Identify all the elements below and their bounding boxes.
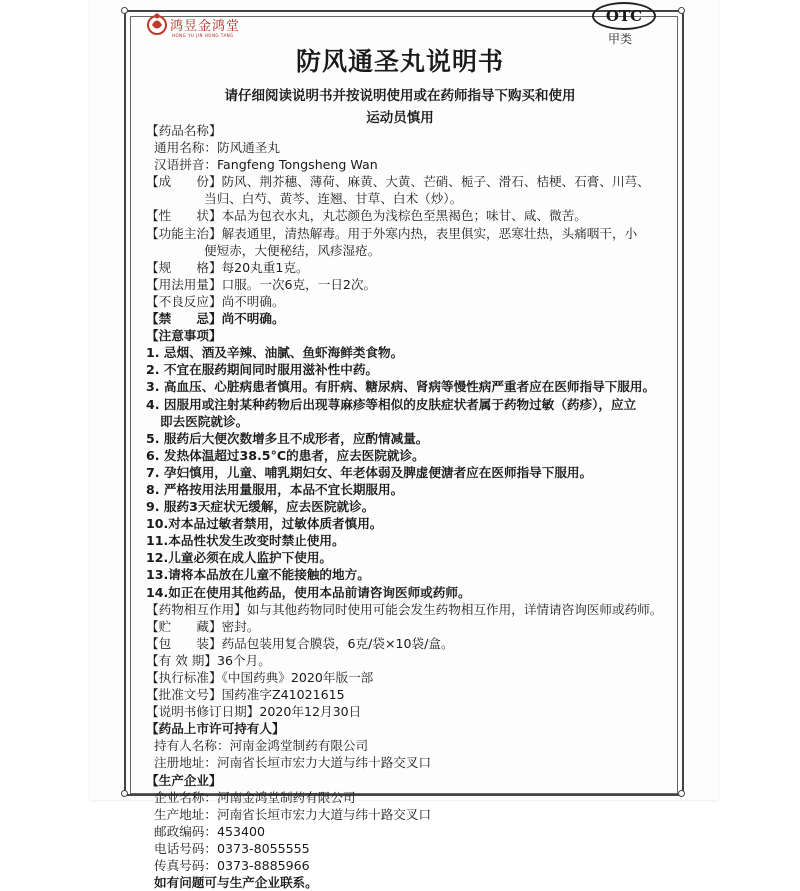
precaution-item: 13.请将本品放在儿童不能接触的地方。 — [146, 567, 370, 583]
character-row — [146, 207, 674, 224]
ingredients-row — [146, 173, 674, 190]
function-cont: 便短赤，大便秘结，风疹湿疮。 — [204, 242, 381, 258]
field-value: 尚不明确。 — [221, 293, 285, 309]
holder-address: 注册地址：河南省长垣市宏力大道与纬十路交叉口 — [154, 755, 432, 771]
fax-number: 传真号码：0373-8885966 — [154, 858, 310, 874]
usage-warning: 请仔细阅读说明书并按说明使用或在药师指导下购买和使用 — [224, 88, 576, 104]
instructions-body — [146, 122, 674, 891]
field-label: 【不良反应】 — [146, 293, 222, 309]
field-value: 如与其他药物同时使用可能会发生药物相互作用，详情请咨询医师或药师。 — [246, 601, 663, 617]
common-name: 通用名称：防风通圣丸 — [154, 140, 280, 156]
production-address: 生产地址：河南省长垣市宏力大道与纬十路交叉口 — [154, 806, 432, 822]
field-label: 【药物相互作用】 — [146, 601, 247, 617]
adverse-row — [146, 293, 674, 310]
precaution-item: 6. 发热体温超过38.5°C的患者，应去医院就诊。 — [146, 447, 425, 463]
field-label: 【禁 忌】 — [146, 311, 222, 327]
precaution-item: 1. 忌烟、酒及辛辣、油腻、鱼虾海鲜类食物。 — [146, 345, 404, 361]
field-value: 国药准字Z41021615 — [221, 687, 345, 703]
interaction-row — [146, 601, 674, 618]
precaution-item: 即去医院就诊。 — [160, 413, 249, 429]
revision-row — [146, 703, 674, 720]
field-value: 36个月。 — [216, 652, 271, 668]
phone-number: 电话号码：0373-8055555 — [154, 840, 310, 856]
field-value: 密封。 — [221, 618, 260, 634]
field-value: 尚不明确。 — [221, 311, 285, 327]
corner-ornament — [121, 7, 128, 14]
postal-code: 邮政编码：453400 — [154, 823, 266, 839]
storage-row — [146, 618, 674, 635]
field-value: 药品包装用复合膜袋，6克/袋×10袋/盒。 — [221, 635, 454, 651]
precaution-item: 2. 不宜在服药期间同时服用滋补性中药。 — [146, 362, 379, 378]
section-header: 【注意事项】 — [146, 328, 222, 344]
precaution-item: 7. 孕妇慎用，儿童、哺乳期妇女、年老体弱及脾虚便溏者应在医师指导下服用。 — [146, 464, 593, 480]
holder-name: 持有人名称：河南金鸿堂制药有限公司 — [154, 738, 369, 754]
precaution-item: 4. 因服用或注射某种药物后出现荨麻疹等相似的皮肤症状者属于药物过敏（药疹），应立 — [146, 396, 637, 412]
precaution-item: 14.如正在使用其他药品，使用本品前请咨询医师或药师。 — [146, 584, 471, 600]
validity-row — [146, 652, 674, 669]
field-label: 【成 份】 — [146, 174, 222, 190]
otc-category: 甲类 — [608, 32, 633, 46]
function-row — [146, 225, 674, 242]
corner-ornament — [121, 790, 128, 797]
approval-row — [146, 686, 674, 703]
otc-badge: OTC — [592, 2, 656, 30]
field-label: 【执行标准】 — [146, 670, 222, 685]
standard-row — [146, 669, 674, 686]
spec-row — [146, 259, 674, 276]
section-header: 【生产企业】 — [146, 772, 222, 788]
field-value: 2020年12月30日 — [259, 704, 362, 720]
field-value: 解表通里，清热解毒。用于外寒内热，表里俱实，恶寒壮热，头痛咽干，小 — [221, 225, 638, 241]
field-label: 【性 状】 — [146, 208, 222, 224]
athlete-warning: 运动员慎用 — [366, 110, 434, 126]
field-label: 【批准文号】 — [146, 687, 222, 703]
package-row — [146, 635, 674, 652]
ingredients-cont: 当归、白芍、黄芩、连翘、甘草、白术（炒）。 — [204, 191, 463, 207]
field-label: 【说明书修订日期】 — [146, 704, 260, 720]
field-label: 【贮 藏】 — [146, 618, 222, 634]
brand-subtext: HONG YU JIN HONG TANG — [172, 33, 234, 38]
precaution-item: 8. 严格按用法用量服用，本品不宜长期服用。 — [146, 481, 404, 497]
field-label: 【包 装】 — [146, 635, 222, 651]
contact-note: 如有问题可与生产企业联系。 — [154, 875, 318, 891]
precaution-item: 12.儿童必须在成人监护下使用。 — [146, 550, 333, 566]
brand-emblem-icon — [146, 12, 168, 36]
pinyin-name: 汉语拼音：Fangfeng Tongsheng Wan — [154, 157, 378, 173]
brand-name: 鸿昱金鸿堂 — [170, 19, 241, 34]
precaution-item: 3. 高血压、心脏病患者慎用。有肝病、糖尿病、肾病等慢性病严重者应在医师指导下服用。 — [146, 379, 656, 395]
field-label: 【规 格】 — [146, 259, 222, 275]
company-name: 企业名称：河南金鸿堂制药有限公司 — [154, 789, 356, 805]
usage-row — [146, 276, 674, 293]
section-header: 【药品上市许可持有人】 — [146, 721, 285, 737]
contra-row — [146, 310, 674, 327]
precaution-item: 9. 服药3天症状无缓解，应去医院就诊。 — [146, 499, 375, 515]
precaution-item: 11.本品性状发生改变时禁止使用。 — [146, 533, 345, 549]
precaution-item: 10.对本品过敏者禁用，过敏体质者慎用。 — [146, 516, 383, 532]
field-label: 【用法用量】 — [146, 276, 222, 292]
field-value: 每20丸重1克。 — [221, 259, 309, 275]
section-header: 【药品名称】 — [146, 123, 222, 138]
field-value: 口服。一次6克，一日2次。 — [221, 276, 377, 292]
brand-logo — [146, 12, 246, 38]
corner-ornament — [678, 790, 685, 797]
field-value: 防风、荆芥穗、薄荷、麻黄、大黄、芒硝、栀子、滑石、桔梗、石膏、川芎、 — [221, 174, 650, 190]
field-value: 《中国药典》2020年版一部 — [221, 670, 374, 685]
precaution-item: 5. 服药后大便次数增多且不成形者，应酌情减量。 — [146, 430, 429, 446]
field-label: 【有 效 期】 — [146, 652, 217, 668]
document-title: 防风通圣丸说明书 — [295, 47, 504, 76]
field-label: 【功能主治】 — [146, 225, 222, 241]
field-value: 本品为包衣水丸，丸芯颜色为浅棕色至黑褐色；味甘、咸、微苦。 — [221, 208, 587, 224]
corner-ornament — [678, 7, 685, 14]
